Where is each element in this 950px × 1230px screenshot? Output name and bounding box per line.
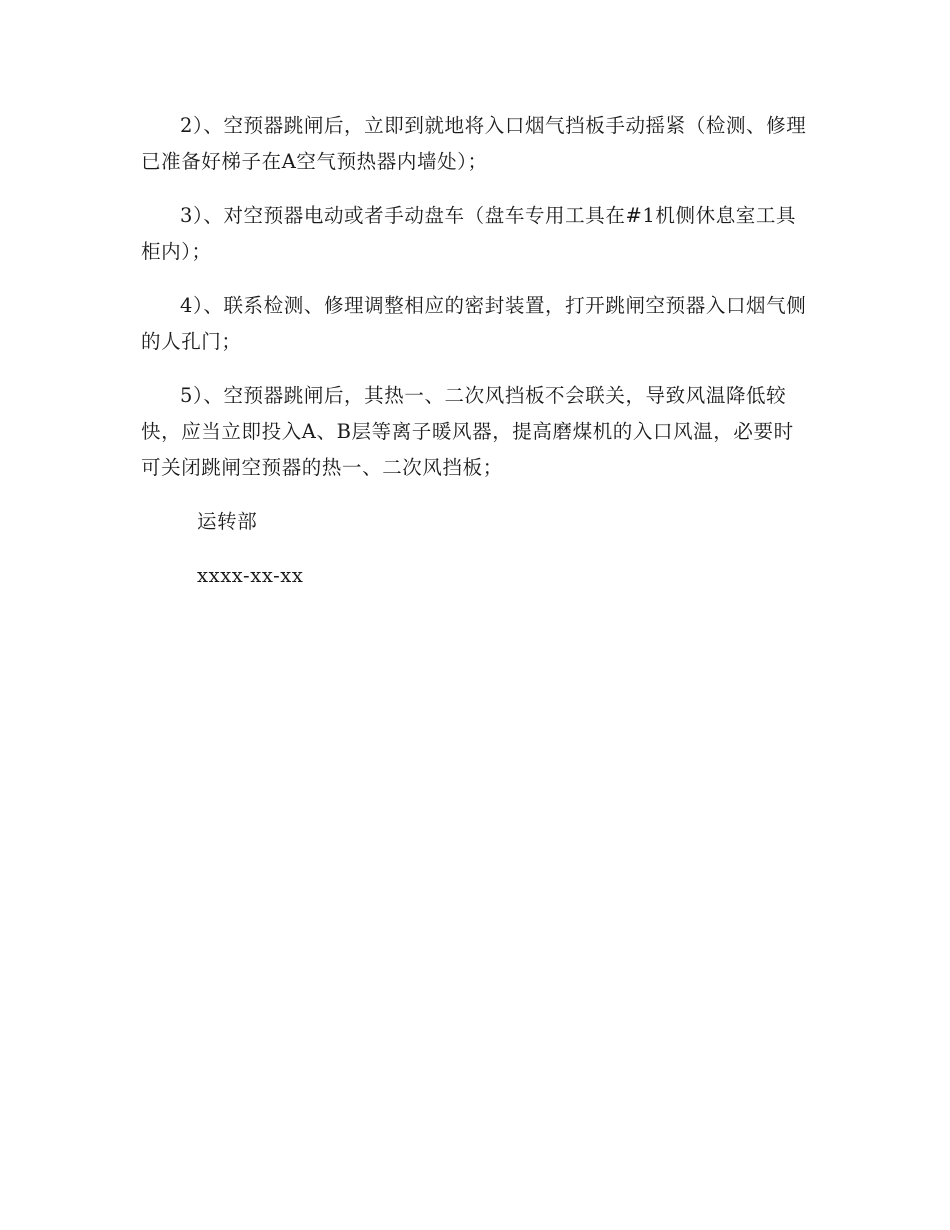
paragraph-step-2: 2）、空预器跳闸后，立即到就地将入口烟气挡板手动摇紧（检测、修理已准备好梯子在A空气预热器内墙处）； [141, 114, 807, 173]
paragraph-step-3: 3）、对空预器电动或者手动盘车（盘车专用工具在#1机侧休息室工具柜内）； [141, 204, 797, 263]
signature-date: xxxx-xx-xx [197, 564, 304, 587]
document-body [141, 108, 809, 594]
signature-department: 运转部 [197, 510, 258, 533]
paragraph-step-5: 5）、空预器跳闸后，其热一、二次风挡板不会联关，导致风温降低较快，应当立即投入A、B层等离子暖风器，提高磨煤机的入口风温，必要时可关闭跳闸空预器的热一、二次风挡板； [141, 384, 794, 479]
paragraph-step-4: 4）、联系检测、修理调整相应的密封装置，打开跳闸空预器入口烟气侧的人孔门； [141, 294, 807, 353]
